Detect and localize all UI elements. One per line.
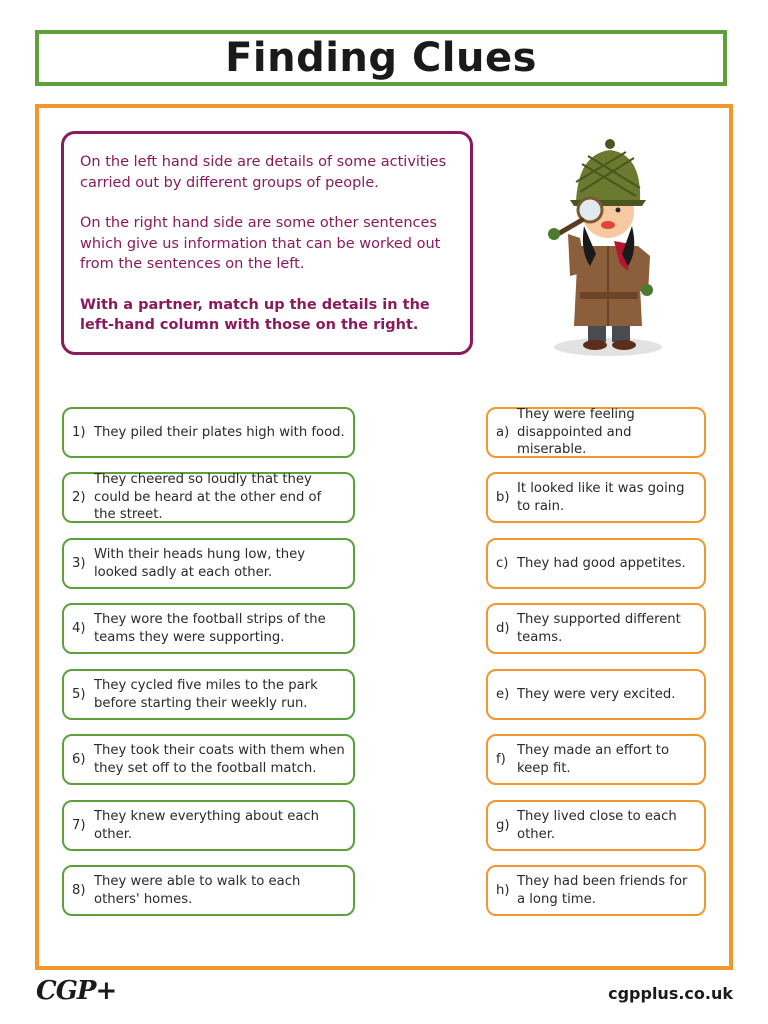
clue-letter: c) [496, 555, 509, 571]
clue-number: 4) [72, 620, 86, 636]
clue-right-b [486, 472, 706, 523]
clue-number: 2) [72, 489, 86, 505]
clue-right-f [486, 734, 706, 785]
clue-text: They took their coats with them when they set off to the football match. [94, 743, 345, 776]
clue-right-h [486, 865, 706, 916]
clue-text: They had been friends for a long time. [517, 874, 688, 907]
instructions-paragraph-1: On the left hand side are details of some activities carried out by different groups of people. [80, 154, 447, 191]
clue-right-c [486, 538, 706, 589]
clue-left-7 [62, 800, 355, 851]
clue-text: They were able to walk to each others' homes. [94, 874, 301, 907]
clue-number: 6) [72, 751, 86, 767]
clue-left-2 [62, 472, 355, 523]
clue-number: 5) [72, 686, 86, 702]
clue-text: They were feeling disappointed and miserable. [517, 407, 635, 458]
instructions-paragraph-2: On the right hand side are some other sentences which give us information that can be worked out from the sentences on the left. [80, 215, 441, 272]
clue-letter: d) [496, 620, 510, 636]
clue-left-4 [62, 603, 355, 654]
clue-letter: h) [496, 882, 510, 898]
clue-text: They were very excited. [517, 686, 676, 702]
clue-text: They cheered so loudly that they could be heard at the other end of the street. [94, 472, 322, 523]
clue-text: It looked like it was going to rain. [517, 481, 685, 514]
clue-letter: g) [496, 817, 510, 833]
clue-right-a [486, 407, 706, 458]
page-title: Finding Clues [225, 35, 537, 81]
clue-left-3 [62, 538, 355, 589]
clue-letter: b) [496, 489, 510, 505]
clue-letter: f) [496, 751, 506, 767]
clue-text: They cycled five miles to the park before starting their weekly run. [94, 678, 318, 711]
clue-text: They supported different teams. [517, 612, 681, 645]
clue-right-g [486, 800, 706, 851]
clue-text: With their heads hung low, they looked sadly at each other. [94, 547, 306, 580]
clue-letter: e) [496, 686, 510, 702]
instructions-task: With a partner, match up the details in the left-hand column with those on the right. [80, 296, 430, 333]
website-url: cgpplus.co.uk [608, 984, 733, 1003]
clue-number: 1) [72, 424, 86, 440]
clue-left-6 [62, 734, 355, 785]
clue-text: They lived close to each other. [517, 809, 677, 842]
clue-text: They made an effort to keep fit. [517, 743, 670, 776]
clue-text: They knew everything about each other. [94, 809, 320, 842]
clue-letter: a) [496, 424, 510, 440]
clue-left-8 [62, 865, 355, 916]
clue-text: They had good appetites. [517, 555, 686, 571]
instructions-box [61, 131, 473, 355]
clue-left-5 [62, 669, 355, 720]
clue-text: They wore the football strips of the teams they were supporting. [94, 612, 326, 645]
clue-number: 3) [72, 555, 86, 571]
clue-text: They piled their plates high with food. [94, 424, 345, 440]
clue-number: 7) [72, 817, 86, 833]
detective-illustration [530, 126, 680, 362]
clue-left-1 [62, 407, 355, 458]
cgp-logo: CGP+ [36, 976, 117, 1006]
clue-right-d [486, 603, 706, 654]
title-box [35, 30, 727, 86]
clue-number: 8) [72, 882, 86, 898]
clue-right-e [486, 669, 706, 720]
